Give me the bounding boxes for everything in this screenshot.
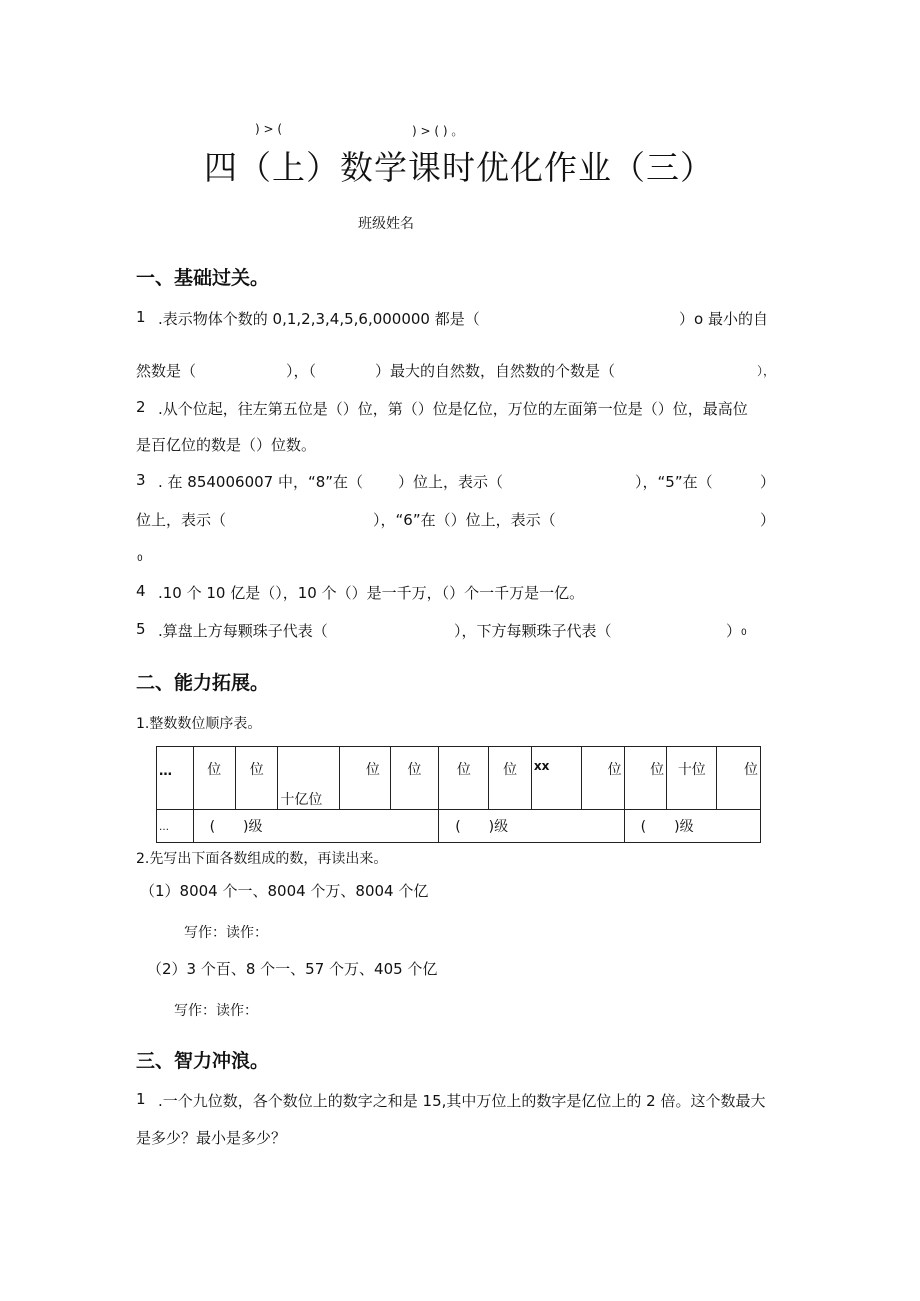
q-text: ），“5”在（	[635, 473, 713, 491]
table-cell[interactable]	[193, 747, 235, 810]
q-text: .一个九位数，各个数位上的数字之和是 15,其中万位上的数字是亿位上的 2 倍。这个数最大	[158, 1092, 766, 1110]
q-text: ）	[760, 473, 776, 491]
q-text: ），下方每颗珠子代表（	[454, 622, 612, 640]
q-text: ）	[726, 622, 742, 640]
table-cell[interactable]	[717, 747, 761, 810]
table-cell[interactable]	[235, 747, 277, 810]
q2-1-title: 1.整数数位顺序表。	[136, 716, 262, 732]
page-title: 四（上）数学课时优化作业（三）	[204, 148, 714, 187]
level-label: ( )级	[209, 819, 263, 835]
place-label: 位	[650, 762, 665, 778]
q-number: 1	[136, 308, 146, 326]
level-cell[interactable]	[193, 810, 439, 843]
table-cell[interactable]	[489, 747, 531, 810]
section3-heading: 三、智力冲浪。	[136, 1050, 270, 1072]
q2-2b: （2）3 个百、8 个一、57 个万、405 个亿	[147, 960, 438, 978]
place-label: 位	[407, 762, 422, 778]
q-text: ），	[757, 364, 776, 378]
place-label: 位	[207, 762, 222, 778]
q-text: . 在 854006007 中，“8”在（	[158, 473, 364, 491]
q-number: 1	[136, 1090, 146, 1108]
q2-2-title: 2.先写出下面各数组成的数，再读出来。	[136, 851, 388, 867]
ellipsis-cell: …	[159, 822, 169, 833]
top-mark-left: ) > (	[255, 122, 283, 136]
q-text: ）	[760, 511, 776, 529]
place-label: 十位	[677, 762, 706, 778]
section1-heading: 一、基础过关。	[136, 267, 270, 289]
table-cell[interactable]	[340, 747, 390, 810]
level-cell[interactable]	[439, 810, 624, 843]
level-label: ( )级	[640, 819, 694, 835]
q-text: .10 个 10 亿是（），10 个（）是一千万，（）个一千万是一亿。	[158, 584, 585, 602]
table-cell	[531, 747, 581, 810]
q2-2a: （1）8004 个一、8004 个万、8004 个亿	[140, 882, 429, 900]
place-label: 位	[744, 762, 758, 778]
q-text: 然数是（	[136, 362, 197, 380]
place-label: 位	[607, 762, 622, 778]
place-label: 位	[365, 762, 380, 778]
q-text: 是百亿位的数是（）位数。	[136, 436, 317, 454]
table-cell	[667, 747, 717, 810]
table-cell	[157, 747, 194, 810]
place-label: 位	[503, 762, 518, 778]
q-text: .从个位起，往左第五位是（）位，第（）位是亿位，万位的左面第一位是（）位，最高位	[158, 400, 748, 418]
place-label: 位	[249, 762, 264, 778]
table-cell[interactable]	[624, 747, 667, 810]
q-text: 是多少？最小是多少？	[136, 1129, 287, 1147]
q-text: 位上，表示（	[136, 511, 227, 529]
q-number: 4	[136, 582, 146, 600]
q-text: ）位上，表示（	[398, 473, 504, 491]
class-name-label: 班级姓名	[358, 216, 414, 232]
q-number: 5	[136, 620, 146, 638]
q-text: ）o 最小的自	[679, 310, 768, 328]
q-number: 3	[136, 471, 146, 489]
q2-2b-answer-line[interactable]: 写作：读作：	[174, 1003, 258, 1019]
level-cell[interactable]	[624, 810, 760, 843]
q-number: 2	[136, 398, 146, 416]
place-label: xx	[533, 759, 550, 773]
section2-heading: 二、能力拓展。	[136, 672, 270, 694]
top-mark-right: ) > ( ) 。	[412, 124, 464, 138]
q-text: .表示物体个数的 0,1,2,3,4,5,6,000000 都是（	[158, 310, 480, 328]
place-label: 位	[456, 762, 471, 778]
q-text: ）最大的自然数，自然数的个数是（	[375, 362, 616, 380]
q-text: ），“6”在（）位上，表示（	[373, 511, 556, 529]
table-cell[interactable]	[390, 747, 438, 810]
level-label: ( )级	[455, 819, 509, 835]
table-cell[interactable]	[439, 747, 489, 810]
q-text: ），（	[286, 362, 317, 380]
q-text: .算盘上方每颗珠子代表（	[158, 622, 328, 640]
stray-mark: 0	[137, 554, 143, 564]
table-cell[interactable]	[582, 747, 624, 810]
stray-mark: 0	[741, 628, 747, 638]
table-cell	[157, 810, 194, 843]
place-label: 十亿位	[280, 792, 323, 808]
ellipsis-cell: …	[159, 764, 172, 779]
place-value-table	[156, 746, 761, 843]
table-cell	[278, 747, 340, 810]
q2-2a-answer-line[interactable]: 写作：读作：	[184, 925, 268, 941]
